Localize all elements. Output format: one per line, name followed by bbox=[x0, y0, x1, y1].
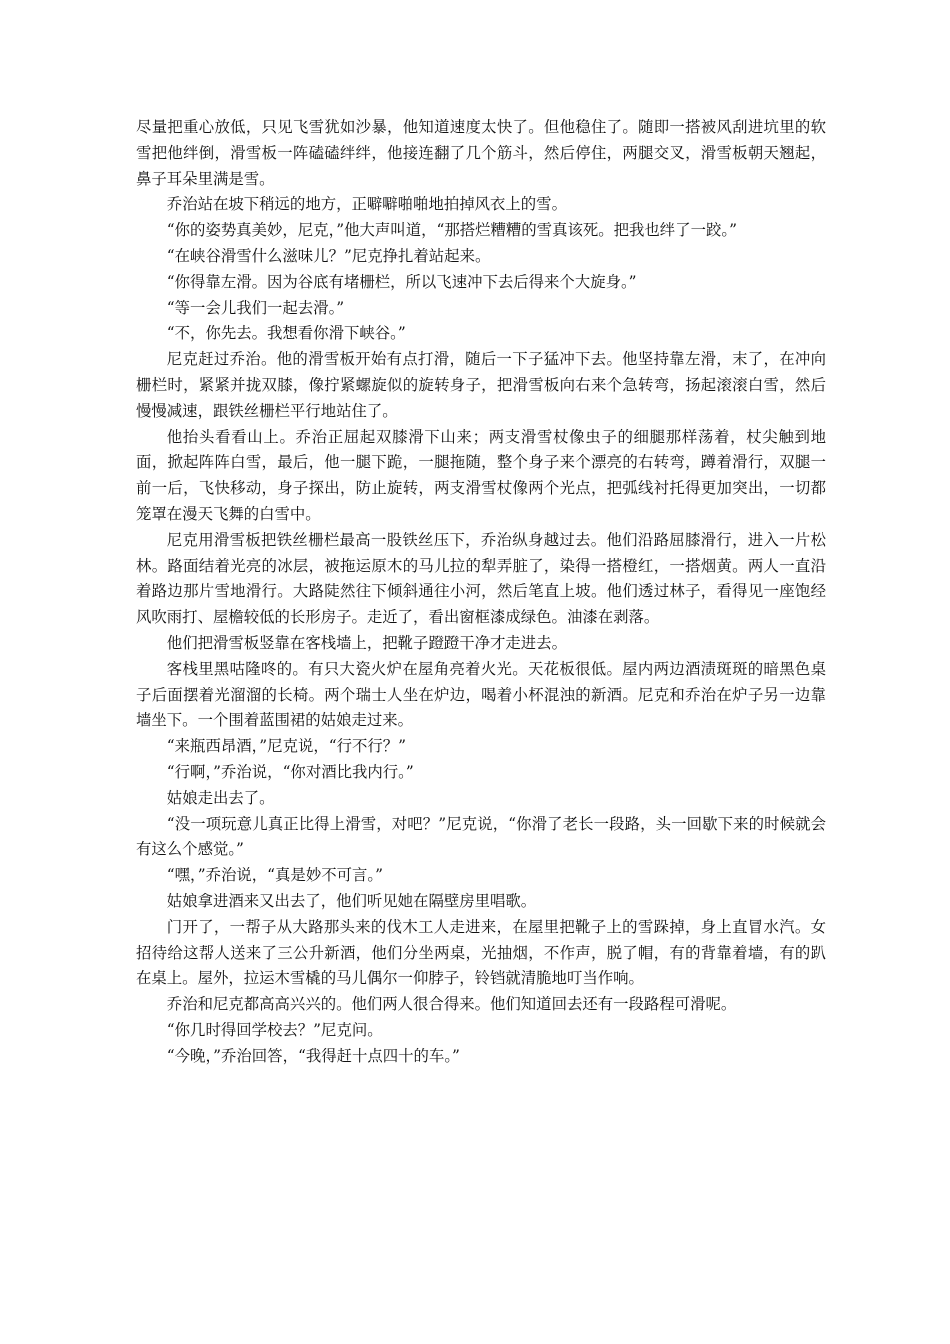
paragraph: “今晚，”乔治回答，“我得赶十点四十的车。” bbox=[166, 1046, 460, 1065]
paragraph: “没一项玩意儿真正比得上滑雪，对吧？”尼克说，“你滑了老长一段路，头一回歇下来的时候就会有这么个感觉。” bbox=[136, 814, 826, 859]
paragraph: “不，你先去。我想看你滑下峡谷。” bbox=[166, 324, 406, 343]
paragraph: “来瓶西昂酒，”尼克说，“行不行？” bbox=[166, 737, 407, 756]
paragraph: “你几时得回学校去？”尼克问。 bbox=[166, 1020, 383, 1039]
paragraph: 姑娘走出去了。 bbox=[166, 788, 275, 807]
paragraph: 客栈里黑咕隆咚的。有只大瓷火炉在屋角亮着火光。天花板很低。屋内两边酒渍斑斑的暗黑色桌子后面摆着光溜溜的长椅。两个瑞士人坐在炉边，喝着小杯混浊的新酒。尼克和乔治在炉子另一边靠墙坐下。一个围着蓝围裙的姑娘走过来。 bbox=[136, 659, 826, 730]
paragraph: “等一会儿我们一起去滑。” bbox=[166, 298, 345, 317]
paragraph: “你得靠左滑。因为谷底有堵栅栏，所以飞速冲下去后得来个大旋身。” bbox=[166, 272, 637, 291]
paragraph: 他抬头看看山上。乔治正屈起双膝滑下山来；两支滑雪杖像虫子的细腿那样荡着，杖尖触到地面，掀起阵阵白雪，最后，他一腿下跪，一腿拖随，整个身子来个漂亮的右转弯，蹲着滑行，双腿一前一后，飞快移动，身子探出，防止旋转，两支滑雪杖像两个光点，把弧线衬托得更加突出，一切都笼罩在漫天飞舞的白雪中。 bbox=[136, 427, 826, 523]
paragraph: “行啊，”乔治说，“你对酒比我内行。” bbox=[166, 762, 414, 781]
paragraph: “嘿，”乔治说，“真是妙不可言。” bbox=[166, 866, 383, 885]
document-page bbox=[136, 115, 826, 1069]
paragraph: 姑娘拿进酒来又出去了，他们听见她在隔壁房里唱歌。 bbox=[166, 891, 537, 910]
paragraph: 门开了，一帮子从大路那头来的伐木工人走进来，在屋里把靴子上的雪跺掉，身上直冒水汽。女招待给这帮人送来了三公升新酒，他们分坐两桌，光抽烟，不作声，脱了帽，有的背靠着墙，有的趴在桌上。屋外，拉运木雪橇的马儿偶尔一仰脖子，铃铛就清脆地叮当作响。 bbox=[136, 917, 826, 988]
paragraph: 乔治站在坡下稍远的地方，正噼噼啪啪地拍掉风衣上的雪。 bbox=[166, 195, 567, 214]
paragraph: 他们把滑雪板竖靠在客栈墙上，把靴子蹬蹬干净才走进去。 bbox=[166, 633, 567, 652]
paragraph: 尼克赶过乔治。他的滑雪板开始有点打滑，随后一下子猛冲下去。他坚持靠左滑，末了，在冲向栅栏时，紧紧并拢双膝，像拧紧螺旋似的旋转身子，把滑雪板向右来个急转弯，扬起滚滚白雪，然后慢慢减速，跟铁丝栅栏平行地站住了。 bbox=[136, 350, 826, 420]
paragraph: “在峡谷滑雪什么滋味儿？”尼克挣扎着站起来。 bbox=[166, 246, 491, 265]
paragraph: “你的姿势真美妙，尼克，”他大声叫道，“那搭烂糟糟的雪真该死。把我也绊了一跤。” bbox=[166, 221, 737, 240]
paragraph: 尽量把重心放低，只见飞雪犹如沙暴，他知道速度太快了。但他稳住了。随即一搭被风刮进坑里的软雪把他绊倒，滑雪板一阵磕磕绊绊，他接连翻了几个筋斗，然后停住，两腿交叉，滑雪板朝天翘起，鼻子耳朵里满是雪。 bbox=[136, 118, 826, 188]
paragraph: 尼克用滑雪板把铁丝栅栏最高一股铁丝压下，乔治纵身越过去。他们沿路屈膝滑行，进入一片松林。路面结着光亮的冰层，被拖运原木的马儿拉的犁弄脏了，染得一搭橙红，一搭烟黄。两人一直沿着路边那片雪地滑行。大路陡然往下倾斜通往小河，然后笔直上坡。他们透过林子，看得见一座饱经风吹雨打、屋檐较低的长形房子。走近了，看出窗框漆成绿色。油漆在剥落。 bbox=[136, 530, 826, 627]
paragraph: 乔治和尼克都高高兴兴的。他们两人很合得来。他们知道回去还有一段路程可滑呢。 bbox=[166, 995, 737, 1014]
